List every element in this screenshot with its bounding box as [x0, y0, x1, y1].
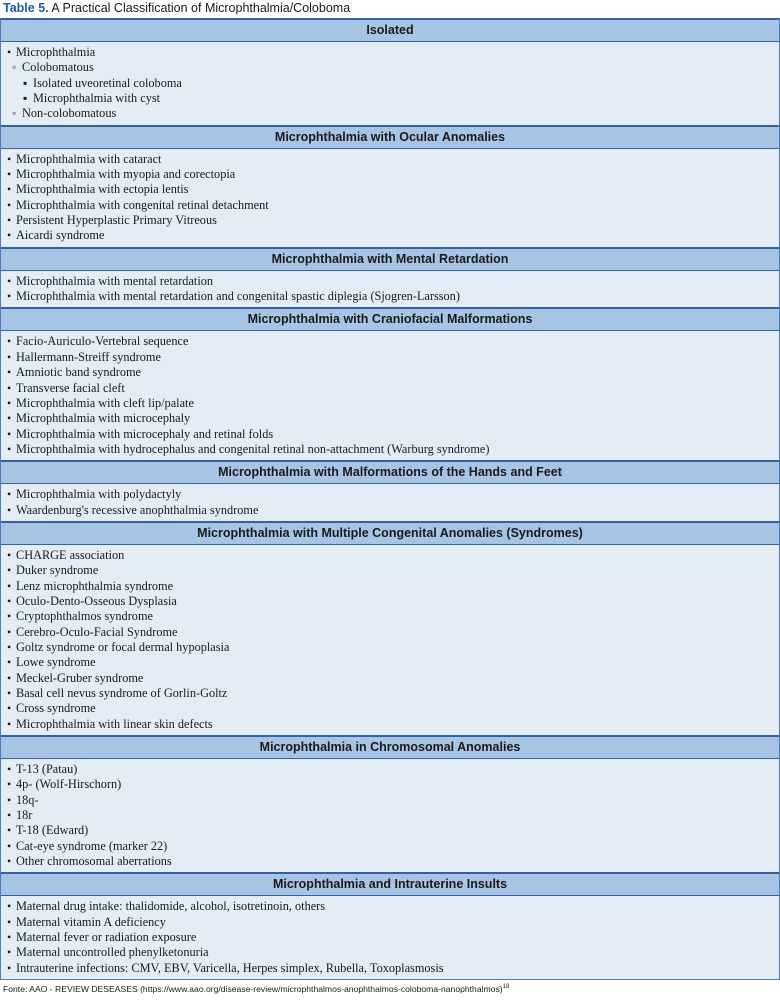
bullet-disc-icon — [7, 45, 11, 60]
bullet-disc-icon — [7, 503, 11, 518]
list-item-text: T-18 (Edward) — [16, 823, 89, 838]
bullet-square-icon — [23, 76, 27, 91]
list-item-text: Amniotic band syndrome — [16, 365, 141, 380]
list-item — [1, 762, 779, 777]
list-item-text: Goltz syndrome or focal dermal hypoplasia — [16, 639, 230, 654]
bullet-disc-icon — [7, 762, 11, 777]
list-item-text: Microphthalmia with mental retardation — [16, 273, 214, 288]
list-item-text: Oculo-Dento-Osseous Dysplasia — [16, 593, 177, 608]
list-item-text: Lenz microphthalmia syndrome — [16, 578, 174, 593]
list-item — [1, 152, 779, 167]
list-item — [1, 396, 779, 411]
list-item-text: Aicardi syndrome — [16, 228, 105, 243]
source-footnote-ref: 18 — [502, 984, 510, 991]
list-item — [1, 930, 779, 945]
bullet-disc-icon — [7, 427, 11, 442]
bullet-disc-icon — [7, 228, 11, 243]
bullet-disc-icon — [7, 655, 11, 670]
list-item — [1, 411, 779, 426]
list-item — [1, 823, 779, 838]
table-section — [1, 125, 779, 247]
source-footnote-text: Fonte: AAO - REVIEW DESEASES (https://www.aao.org/disease-review/microphthalmos-anophthalmos-coloboma-nanophthalmos) — [3, 984, 503, 995]
bullet-disc-icon — [7, 823, 11, 838]
list-item — [1, 334, 779, 349]
section-body — [1, 759, 779, 872]
bullet-disc-icon — [7, 350, 11, 365]
table-section — [1, 872, 779, 979]
list-item-text: Microphthalmia with mental retardation and congenital spastic diplegia (Sjogren-Larsson) — [16, 289, 460, 304]
bullet-disc-icon — [7, 182, 11, 197]
bullet-disc-icon — [7, 625, 11, 640]
list-item — [1, 701, 779, 716]
bullet-disc-icon — [7, 899, 11, 914]
list-item — [1, 854, 779, 869]
bullet-circle-icon — [12, 106, 16, 121]
list-item — [1, 365, 779, 380]
list-item-text: Microphthalmia with polydactyly — [16, 487, 182, 502]
bullet-disc-icon — [7, 686, 11, 701]
section-header: Microphthalmia with Malformations of the Hands and Feet — [1, 460, 779, 484]
bullet-disc-icon — [7, 808, 11, 823]
table-section — [1, 735, 779, 872]
list-item-text: Maternal fever or radiation exposure — [16, 930, 197, 945]
list-item-text: Cryptophthalmos syndrome — [16, 609, 153, 624]
list-item — [1, 793, 779, 808]
list-item — [1, 274, 779, 289]
list-item — [1, 899, 779, 914]
bullet-disc-icon — [7, 640, 11, 655]
section-header: Isolated — [1, 18, 779, 42]
list-item-text: CHARGE association — [16, 547, 125, 562]
list-item — [1, 427, 779, 442]
list-item — [1, 228, 779, 243]
list-item-text: Microphthalmia with congenital retinal detachment — [16, 197, 269, 212]
list-item-text: Facio-Auriculo-Vertebral sequence — [16, 334, 189, 349]
list-item-text: Isolated uveoretinal coloboma — [33, 75, 182, 90]
list-item-text: Non-colobomatous — [22, 106, 117, 121]
bullet-square-icon — [23, 91, 27, 106]
list-item — [1, 548, 779, 563]
list-item — [1, 350, 779, 365]
bullet-disc-icon — [7, 839, 11, 854]
table-section — [1, 247, 779, 308]
list-item-text: 18q- — [16, 792, 39, 807]
list-item — [1, 915, 779, 930]
bullet-disc-icon — [7, 717, 11, 732]
list-item-text: Transverse facial cleft — [16, 380, 125, 395]
section-header: Microphthalmia in Chromosomal Anomalies — [1, 735, 779, 759]
bullet-disc-icon — [7, 396, 11, 411]
bullet-disc-icon — [7, 793, 11, 808]
list-item — [1, 808, 779, 823]
list-item-text: Microphthalmia with cleft lip/palate — [16, 395, 194, 410]
list-item-text: Persistent Hyperplastic Primary Vitreous — [16, 213, 217, 228]
list-item-text: Cross syndrome — [16, 701, 96, 716]
bullet-disc-icon — [7, 289, 11, 304]
list-item-text: Microphthalmia with microcephaly — [16, 411, 191, 426]
bullet-disc-icon — [7, 487, 11, 502]
bullet-disc-icon — [7, 152, 11, 167]
bullet-disc-icon — [7, 167, 11, 182]
bullet-disc-icon — [7, 548, 11, 563]
table-section — [1, 460, 779, 521]
list-item — [1, 839, 779, 854]
bullet-disc-icon — [7, 198, 11, 213]
list-item — [1, 686, 779, 701]
list-item — [1, 213, 779, 228]
bullet-disc-icon — [7, 381, 11, 396]
list-item — [1, 198, 779, 213]
list-item-text: 4p- (Wolf-Hirschorn) — [16, 777, 122, 792]
bullet-disc-icon — [7, 915, 11, 930]
list-item-text: Microphthalmia with cataract — [16, 151, 162, 166]
bullet-disc-icon — [7, 945, 11, 960]
list-item-text: Meckel-Gruber syndrome — [16, 670, 144, 685]
list-item — [1, 717, 779, 732]
list-item-text: Colobomatous — [22, 60, 94, 75]
list-item — [1, 60, 779, 75]
list-item-text: Maternal uncontrolled phenylketonuria — [16, 945, 209, 960]
section-body — [1, 149, 779, 247]
list-item-text: 18r — [16, 808, 33, 823]
list-item-text: Lowe syndrome — [16, 655, 96, 670]
list-item — [1, 487, 779, 502]
bullet-disc-icon — [7, 594, 11, 609]
bullet-disc-icon — [7, 701, 11, 716]
list-item-text: Microphthalmia with cyst — [33, 91, 161, 106]
bullet-disc-icon — [7, 671, 11, 686]
list-item — [1, 609, 779, 624]
section-header: Microphthalmia with Multiple Congenital Anomalies (Syndromes) — [1, 521, 779, 545]
list-item — [1, 655, 779, 670]
section-header: Microphthalmia with Mental Retardation — [1, 247, 779, 271]
list-item — [1, 91, 779, 106]
list-item-text: Cat-eye syndrome (marker 22) — [16, 838, 168, 853]
list-item — [1, 381, 779, 396]
section-header: Microphthalmia with Craniofacial Malformations — [1, 307, 779, 331]
list-item-text: Microphthalmia with linear skin defects — [16, 716, 213, 731]
list-item-text: Microphthalmia with myopia and corectopia — [16, 167, 236, 182]
list-item-text: Intrauterine infections: CMV, EBV, Varicella, Herpes simplex, Rubella, Toxoplasmosis — [16, 960, 444, 975]
list-item — [1, 45, 779, 60]
list-item-text: Basal cell nevus syndrome of Gorlin-Goltz — [16, 686, 228, 700]
bullet-disc-icon — [7, 854, 11, 869]
list-item — [1, 442, 779, 457]
section-body — [1, 271, 779, 308]
list-item — [1, 777, 779, 792]
list-item — [1, 961, 779, 976]
list-item-text: Hallermann-Streiff syndrome — [16, 349, 161, 364]
list-item-text: T-13 (Patau) — [16, 762, 78, 777]
list-item-text: Microphthalmia with ectopia lentis — [16, 182, 189, 197]
list-item — [1, 640, 779, 655]
bullet-disc-icon — [7, 609, 11, 624]
section-header: Microphthalmia and Intrauterine Insults — [1, 872, 779, 896]
classification-table — [0, 18, 780, 980]
table-section — [1, 18, 779, 125]
bullet-disc-icon — [7, 961, 11, 976]
bullet-disc-icon — [7, 213, 11, 228]
bullet-disc-icon — [7, 334, 11, 349]
table-caption — [0, 0, 780, 18]
bullet-disc-icon — [7, 777, 11, 792]
list-item — [1, 289, 779, 304]
bullet-disc-icon — [7, 930, 11, 945]
list-item — [1, 579, 779, 594]
bullet-circle-icon — [12, 60, 16, 75]
list-item-text: Other chromosomal aberrations — [16, 854, 172, 869]
list-item-text: Maternal vitamin A deficiency — [16, 914, 166, 929]
bullet-disc-icon — [7, 411, 11, 426]
list-item-text: Waardenburg's recessive anophthalmia syndrome — [16, 502, 259, 517]
list-item-text: Microphthalmia with hydrocephalus and congenital retinal non-attachment (Warburg syndrome) — [16, 441, 490, 456]
section-body — [1, 896, 779, 979]
list-item — [1, 106, 779, 121]
bullet-disc-icon — [7, 579, 11, 594]
list-item — [1, 625, 779, 640]
list-item — [1, 671, 779, 686]
list-item-text: Maternal drug intake: thalidomide, alcohol, isotretinoin, others — [16, 899, 326, 914]
list-item — [1, 76, 779, 91]
list-item-text: Microphthalmia with microcephaly and retinal folds — [16, 426, 274, 441]
table-section — [1, 307, 779, 460]
list-item — [1, 503, 779, 518]
section-body — [1, 331, 779, 460]
list-item-text: Microphthalmia — [16, 45, 96, 59]
source-footnote — [0, 984, 780, 994]
section-body — [1, 484, 779, 521]
list-item — [1, 594, 779, 609]
section-body — [1, 42, 779, 125]
list-item — [1, 182, 779, 197]
list-item — [1, 167, 779, 182]
bullet-disc-icon — [7, 274, 11, 289]
bullet-disc-icon — [7, 365, 11, 380]
section-body — [1, 545, 779, 735]
list-item — [1, 945, 779, 960]
bullet-disc-icon — [7, 563, 11, 578]
bullet-disc-icon — [7, 442, 11, 457]
section-header: Microphthalmia with Ocular Anomalies — [1, 125, 779, 149]
list-item-text: Duker syndrome — [16, 563, 99, 578]
table-section — [1, 521, 779, 735]
list-item — [1, 563, 779, 578]
list-item-text: Cerebro-Oculo-Facial Syndrome — [16, 624, 178, 639]
table-caption-title: A Practical Classification of Microphthalmia/Coloboma — [48, 1, 351, 15]
table-caption-label: Table 5. — [3, 1, 49, 15]
